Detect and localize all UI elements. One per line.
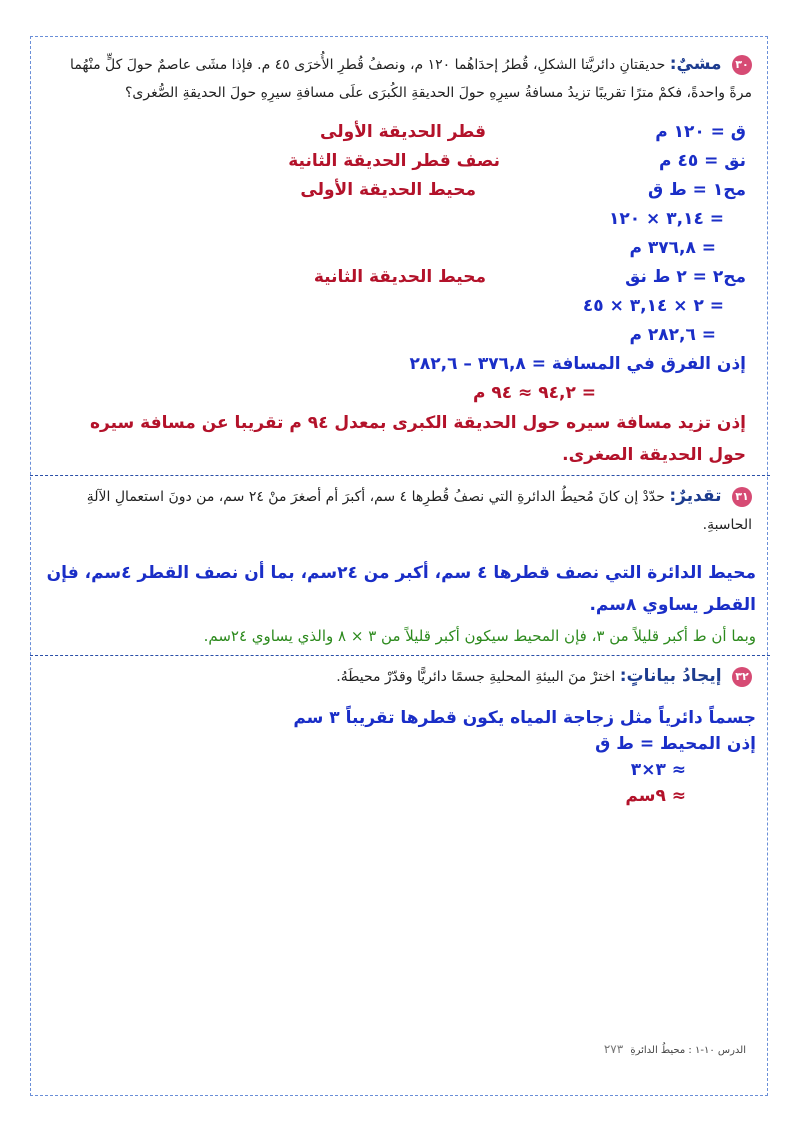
- question-number-badge: ٣١: [732, 487, 752, 507]
- equation: مح١ = ط ق: [647, 179, 746, 200]
- answer-line: ≈ ٩سم: [625, 786, 686, 806]
- difference-result-row: [44, 378, 746, 407]
- equation: = ٢ × ٣,١٤ × ٤٥: [582, 295, 724, 316]
- solution-row: [44, 233, 746, 262]
- answer-31: [44, 557, 756, 651]
- page-footer: [604, 1042, 746, 1056]
- worksheet-page: [44, 50, 756, 1090]
- solution-row: [44, 291, 746, 320]
- difference-result: = ٩٤,٢ ≈ ٩٤ م: [472, 382, 596, 403]
- question-30: [44, 50, 756, 107]
- answer-text-green: وبما أن ط أكبر قليلاً من ٣، فإن المحيط سيكون أكبر قليلاً من ٣ × ٨ والذي يساوي ٢٤سم.: [203, 627, 756, 645]
- equation: = ٣٧٦,٨ م: [629, 237, 716, 258]
- solution-30: [44, 117, 756, 471]
- note: محيط الحديقة الثانية: [313, 266, 486, 287]
- answer-32: [44, 705, 756, 809]
- question-keyword: إيجادُ بياناتٍ:: [619, 666, 722, 686]
- difference: إذن الفرق في المسافة = ٣٧٦,٨ – ٢٨٢,٦: [409, 353, 746, 374]
- answer-text: محيط الدائرة التي نصف قطرها ٤ سم، أكبر من ٢٤سم، بما أن نصف القطر ٤سم، فإن القطر يساوي ٨سم.: [46, 563, 756, 615]
- question-32: [44, 662, 756, 691]
- equation: ق = ١٢٠ م: [655, 121, 746, 142]
- solution-row: [44, 204, 746, 233]
- separator: [30, 655, 770, 656]
- difference-row: [44, 349, 746, 378]
- note: محيط الحديقة الأولى: [300, 179, 476, 200]
- answer-line: جسماً دائرياً مثل زجاجة المياه يكون قطرها تقريباً ٣ سم: [293, 708, 756, 728]
- question-text: حدّدْ إن كانَ مُحيطُ الدائرةِ التي نصفُ قُطرِها ٤ سم، أكبرَ أم أصغرَ منْ ٢٤ سم، من دونَ استعمالِ الآلةِ الحاسبةِ.: [86, 489, 752, 533]
- solution-row: [44, 117, 746, 146]
- solution-row: [44, 262, 746, 291]
- equation: = ٢٨٢,٦ م: [629, 324, 716, 345]
- question-keyword: مشيٌ:: [669, 54, 722, 74]
- note: قطر الحديقة الأولى: [320, 121, 486, 142]
- answer-line: ≈ ٣×٣: [630, 760, 686, 780]
- question-keyword: تقديرٌ:: [669, 486, 722, 506]
- equation: = ٣,١٤ × ١٢٠: [609, 208, 724, 229]
- conclusion: إذن تزيد مسافة سيره حول الحديقة الكبرى بمعدل ٩٤ م تقريبا عن مسافة سيره حول الحديقة الصغرى.: [89, 413, 746, 465]
- question-number-badge: ٣٢: [732, 667, 752, 687]
- lesson-title: الدرس ١٠-١ : محيطُ الدائرةِ: [630, 1045, 746, 1056]
- page-number: ٢٧٣: [603, 1042, 624, 1056]
- separator: [30, 475, 770, 476]
- answer-line: إذن المحيط = ط ق: [595, 734, 756, 754]
- solution-row: [44, 146, 746, 175]
- equation: مح٢ = ٢ ط نق: [625, 266, 746, 287]
- question-number-badge: ٣٠: [732, 55, 752, 75]
- question-text: اخترْ منَ البيئةِ المحليةِ جسمًا دائريًّا وقدّرْ محيطَهُ.: [336, 669, 616, 685]
- solution-row: [44, 320, 746, 349]
- question-31: [44, 482, 756, 539]
- equation: نق = ٤٥ م: [659, 150, 746, 171]
- note: نصف قطر الحديقة الثانية: [288, 150, 500, 171]
- question-text: حديقتانِ دائريَّتا الشكلِ، قُطرُ إحدَاهُما ١٢٠ م، ونصفُ قُطرِ الأُخرَى ٤٥ م. فإذا مشَى عاصمٌ حولَ كلٍّ منْهُما مرةً واحدةً، فكمْ مترًا تقريبًا تزيدُ مسافةُ سيرِهِ حولَ الحديقةِ الكُبرَى علَى مسافةِ سيرِهِ حولَ الحديقةِ الصُّغرى؟: [70, 57, 752, 101]
- solution-row: [44, 175, 746, 204]
